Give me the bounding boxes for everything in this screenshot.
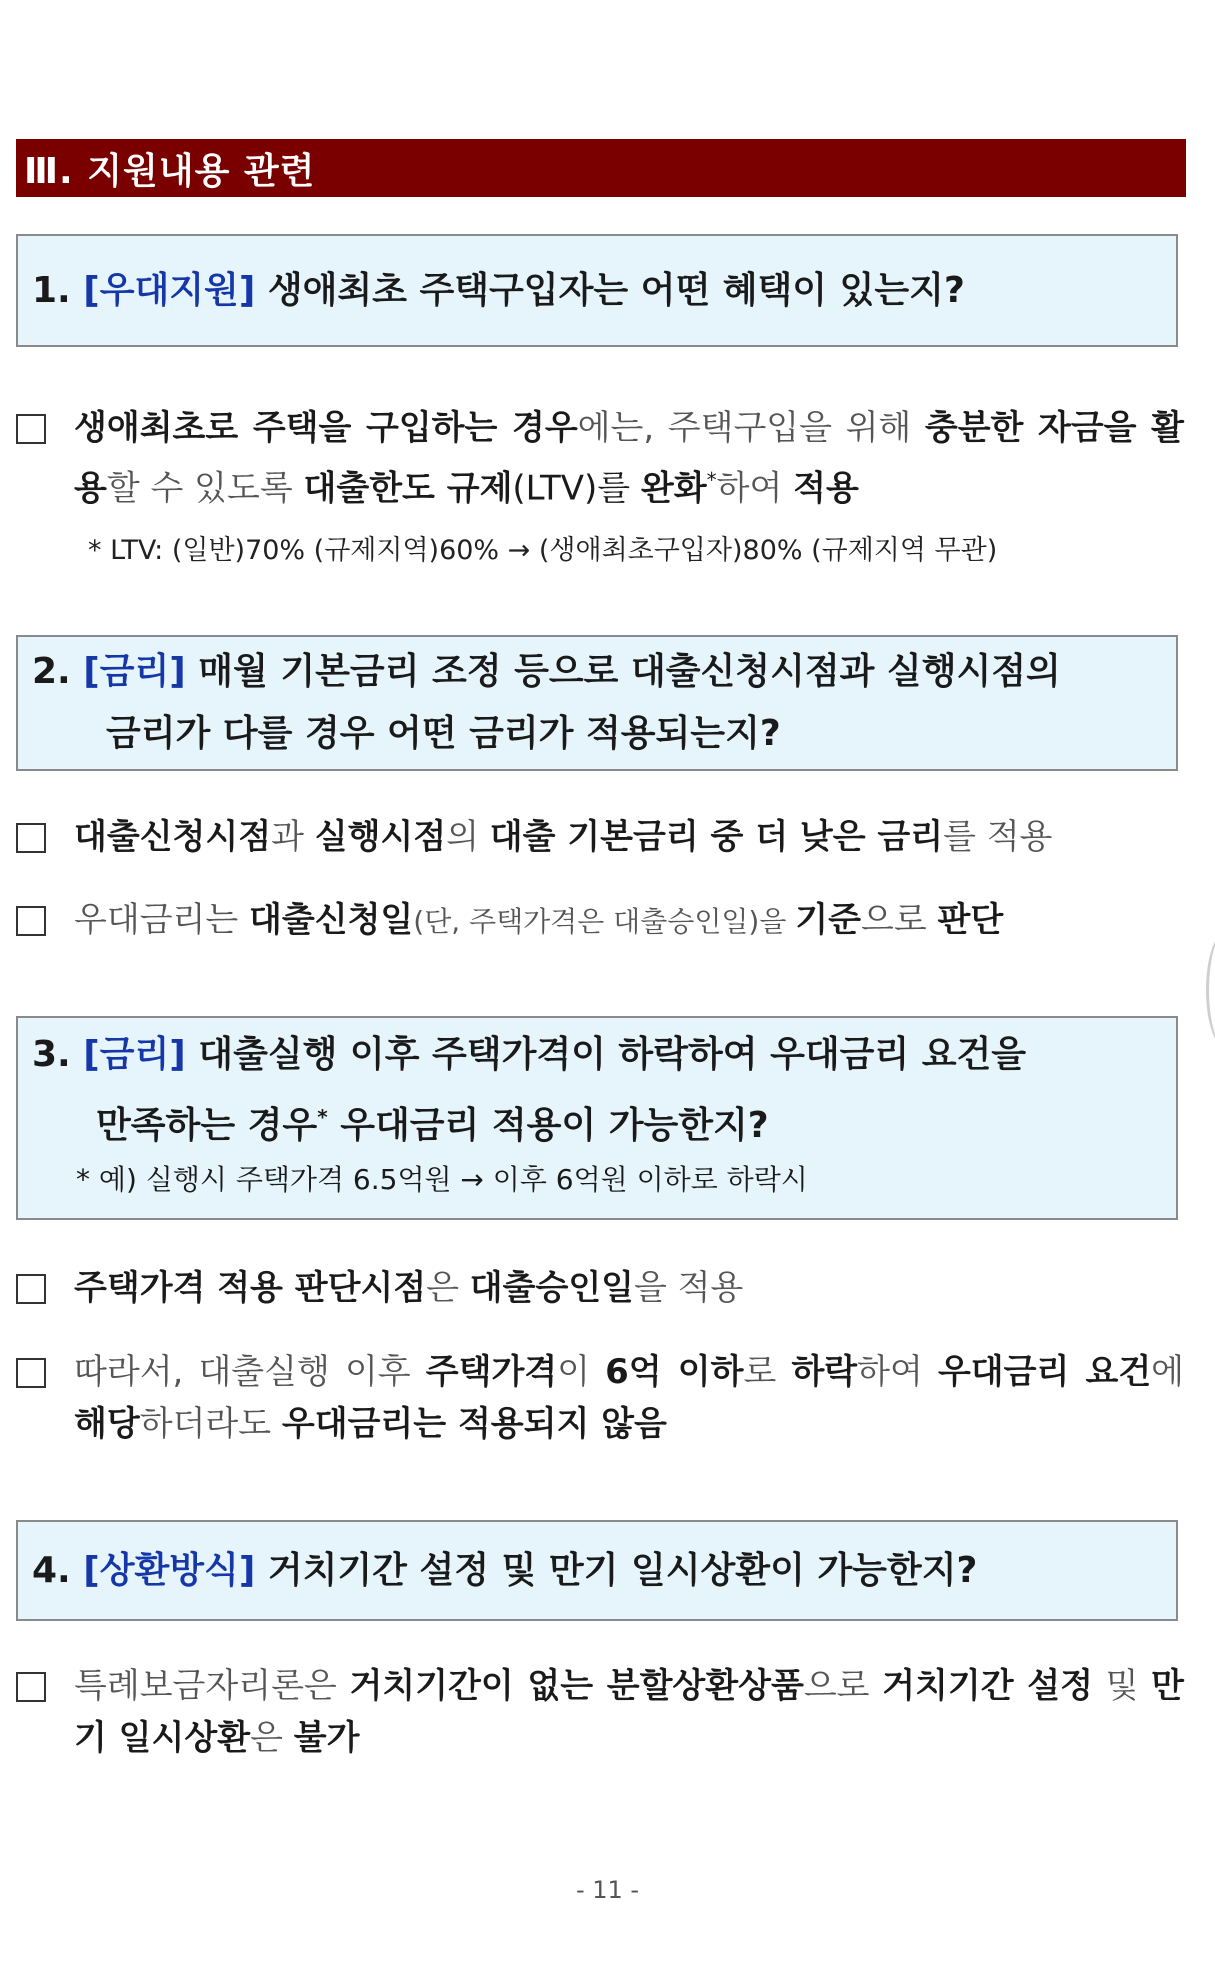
answer-text-part: 하더라도 [139,1404,282,1444]
answer-emphasis: 생애최초로 주택을 구입하는 경우 [74,408,578,448]
answer-text-part: 및 [1092,1666,1152,1706]
section-title: Ⅲ. 지원내용 관련 [24,150,316,192]
answer-text-part: 하여 [716,468,794,509]
answer-item [16,1262,1184,1314]
answer-text [74,894,1184,948]
answer-item [16,1660,1184,1764]
answer-emphasis: 불가 [293,1718,360,1758]
answer-emphasis: 대출신청일 [249,900,414,940]
answer-emphasis: 주택가격 적용 판단시점 [74,1268,427,1308]
question-line [32,641,1162,703]
checkbox-square-icon [16,1358,46,1388]
answer-emphasis: 하락 [791,1352,858,1392]
question-tag: [금리] [83,651,186,692]
question-text: 대출실행 이후 주택가격이 하락하여 우대금리 요건을 [198,1034,1027,1075]
question-tag: [우대지원] [83,270,256,311]
answer-text-part: 의 [446,817,490,857]
answer-emphasis: 충분한 자금을 활용 [74,408,1184,509]
question-line [32,1086,1162,1157]
footnote: * 예) 실행시 주택가격 6.5억원 → 이후 6억원 이하로 하락시 [76,1163,808,1196]
answer-text-part: 이 [557,1352,606,1392]
answer-text-part: 을 적용 [634,1268,744,1308]
checkbox-square-icon [16,823,46,853]
page-number: - 11 - [575,1876,640,1904]
answer-text-part: 에는, 주택구입을 위해 [577,408,925,448]
answer-text-part: 특례보금자리론은 [74,1666,350,1706]
answer-text-part: 로 [743,1352,792,1392]
answer-item [16,894,1184,948]
answer-text-part: (단, 주택가격은 대출승인일)을 [413,905,796,938]
answer-item [16,402,1184,514]
answer-text-part: 은 [426,1268,470,1308]
answer-emphasis: 대출한도 규제 [303,468,513,509]
answer-text-part: 를 적용 [943,817,1053,857]
answer-emphasis: 완화 [640,468,707,509]
answer-item [16,811,1184,863]
question-text: 매월 기본금리 조정 등으로 대출신청시점과 실행시점의 [198,651,1061,692]
scroll-edge-indicator [1206,930,1215,1050]
answer-emphasis: 우대금리 요건 [937,1352,1152,1392]
answer-emphasis: 기준 [795,900,861,940]
footnote-mark: * [317,1105,328,1129]
answer-emphasis: 6억 이하 [605,1352,744,1392]
question-text: 만족하는 경우 [96,1105,318,1146]
answer-emphasis: 실행시점 [314,817,447,857]
answer-text [74,811,1184,863]
answer-emphasis: 만기 일시상환 [74,1666,1184,1758]
question-box-1 [16,234,1178,347]
question-box-4 [16,1520,1178,1621]
answer-item [16,1346,1184,1450]
question-number: 2. [32,651,71,692]
question-box-2 [16,635,1178,771]
answer-emphasis: 적용 [793,468,859,509]
answer-text-part: (LTV)를 [512,468,641,509]
answer-text-part: 과 [271,817,315,857]
question-tag: [금리] [83,1034,186,1075]
answer-text [74,1660,1184,1764]
answer-emphasis: 대출승인일 [469,1268,635,1308]
answer-emphasis: 판단 [937,900,1004,940]
answer-text-part: 은 [250,1718,294,1758]
answer-text-part: 에 [1151,1352,1185,1392]
answer-emphasis: 주택가격 [425,1352,558,1392]
answer-emphasis: 거치기간 설정 [882,1666,1093,1706]
checkbox-square-icon [16,906,46,936]
answer-emphasis: 우대금리는 적용되지 않음 [281,1404,667,1444]
question-text: 거치기간 설정 및 만기 일시상환이 가능한지? [267,1550,978,1591]
question-box-3 [16,1016,1178,1220]
answer-text-part: 으로 [861,900,938,940]
footnote: * LTV: (일반)70% (규제지역)60% → (생애최초구입자)80% (규제지역 무관) [88,535,998,566]
question-number: 4. [32,1550,71,1591]
question-number: 3. [32,1034,71,1075]
answer-emphasis: 대출신청시점 [74,817,272,857]
answer-text [74,402,1184,514]
checkbox-square-icon [16,1672,46,1702]
answer-emphasis: 해당 [74,1404,140,1444]
answer-text-part: 으로 [803,1666,883,1706]
checkbox-square-icon [16,1274,46,1304]
section-header [16,139,1186,197]
footnote-mark: * [706,468,717,492]
answer-text-part: 할 수 있도록 [106,468,304,509]
question-text: 금리가 다를 경우 어떤 금리가 적용되는지? [106,713,781,754]
answer-text [74,1346,1184,1450]
answer-emphasis: 대출 기본금리 중 더 낮은 금리 [489,817,944,857]
answer-text-part: 따라서, 대출실행 이후 [74,1352,426,1392]
checkbox-square-icon [16,414,46,444]
question-tag: [상환방식] [83,1550,256,1591]
question-number: 1. [32,270,71,311]
answer-text-part: 우대금리는 [74,900,250,940]
question-text: 우대금리 적용이 가능한지? [327,1105,769,1146]
answer-text [74,1262,1184,1314]
question-text: 생애최초 주택구입자는 어떤 혜택이 있는지? [267,270,965,311]
answer-emphasis: 거치기간이 없는 분할상환상품 [349,1666,804,1706]
question-line [32,1024,1162,1086]
answer-text-part: 하여 [857,1352,938,1392]
